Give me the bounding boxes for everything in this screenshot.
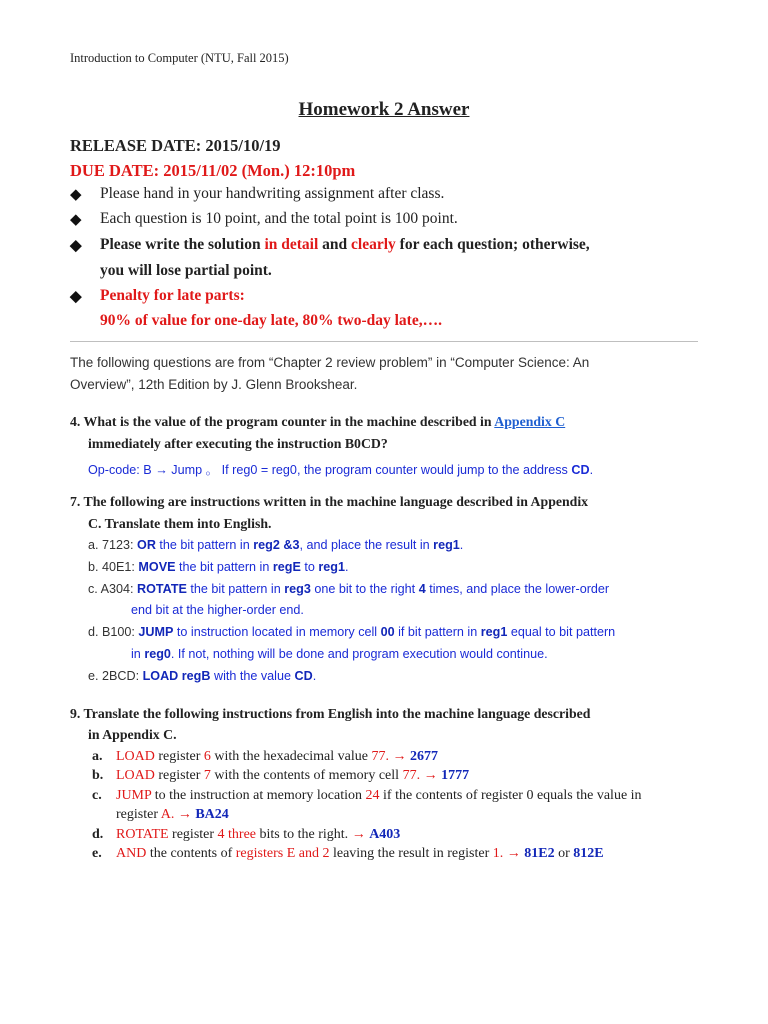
- answer-7e: e. 2BCD: LOAD regB with the value CD.: [88, 669, 317, 683]
- bullet-text: Please hand in your handwriting assignment after class.: [100, 185, 445, 202]
- answer-7c: c. A304: ROTATE the bit pattern in reg3 one bit to the right 4 times, and place the lower-order: [88, 582, 610, 596]
- answer-7a: a. 7123: OR the bit pattern in reg2 &3, and place the result in reg1.: [88, 538, 464, 552]
- answer-9e: e. AND the contents of registers E and 2 leaving the result in register 1. → 81E2 or 812E: [92, 846, 604, 861]
- bullet-continuation: 90% of value for one-day late, 80% two-day late,….: [100, 312, 442, 329]
- answer-7c-line2: end bit at the higher-order end.: [131, 603, 304, 617]
- answer-9c: c. JUMP to the instruction at memory location 24 if the contents of register 0 equals the value in: [92, 788, 642, 803]
- answer-7b: b. 40E1: MOVE the bit pattern in regE to reg1.: [88, 560, 349, 574]
- question-7: 7. The following are instructions written in the machine language described in Appendix: [70, 494, 589, 509]
- black-diamond-icon: ◆: [70, 187, 82, 203]
- bullet-text: Please write the solution in detail and clearly for each question; otherwise,: [100, 236, 590, 253]
- intro-line: The following questions are from “Chapter 2 review problem” in “Computer Science: An: [70, 355, 590, 370]
- answer-9b: b. LOAD register 7 with the contents of memory cell 77. → 1777: [92, 768, 470, 783]
- black-diamond-icon: ◆: [70, 238, 82, 254]
- bullet-item: [70, 210, 458, 229]
- answer-4: Op-code: B → Jump 。 If reg0 = reg0, the program counter would jump to the address CD.: [88, 463, 594, 477]
- divider: [70, 341, 698, 342]
- page-title: Homework 2 Answer: [298, 99, 470, 120]
- release-date: RELEASE DATE: 2015/10/19: [70, 136, 281, 155]
- bullet-continuation: you will lose partial point.: [100, 262, 272, 279]
- question-7-line2: C. Translate them into English.: [88, 516, 272, 531]
- answer-7d: d. B100: JUMP to instruction located in memory cell 00 if bit pattern in reg1 equal to bit pattern: [88, 625, 616, 639]
- black-diamond-icon: ◆: [70, 289, 82, 305]
- black-diamond-icon: ◆: [70, 212, 82, 228]
- due-date: DUE DATE: 2015/11/02 (Mon.) 12:10pm: [70, 161, 356, 180]
- answer-9a: a. LOAD register 6 with the hexadecimal value 77. → 2677: [92, 749, 438, 764]
- bullet-item: [70, 185, 445, 204]
- question-9-line2: in Appendix C.: [88, 727, 177, 742]
- question-4-line2: immediately after executing the instruction B0CD?: [88, 436, 388, 451]
- bullet-item: [70, 287, 245, 306]
- bullet-item: [70, 236, 590, 255]
- question-4: 4. What is the value of the program counter in the machine described in Appendix C: [70, 414, 566, 429]
- answer-7d-line2: in reg0. If not, nothing will be done and program execution would continue.: [131, 647, 548, 661]
- question-9: 9. Translate the following instructions from English into the machine language described: [70, 706, 591, 721]
- intro-line: Overview”, 12th Edition by J. Glenn Brookshear.: [70, 377, 358, 392]
- bullet-text: Each question is 10 point, and the total point is 100 point.: [100, 210, 458, 227]
- bullet-text: Penalty for late parts:: [100, 287, 245, 304]
- answer-9d: d. ROTATE register 4 three bits to the right. → A403: [92, 827, 401, 842]
- appendix-c-link[interactable]: Appendix C: [494, 414, 566, 429]
- answer-9c-line2: register A. → BA24: [116, 807, 229, 822]
- course-header: Introduction to Computer (NTU, Fall 2015): [70, 51, 289, 65]
